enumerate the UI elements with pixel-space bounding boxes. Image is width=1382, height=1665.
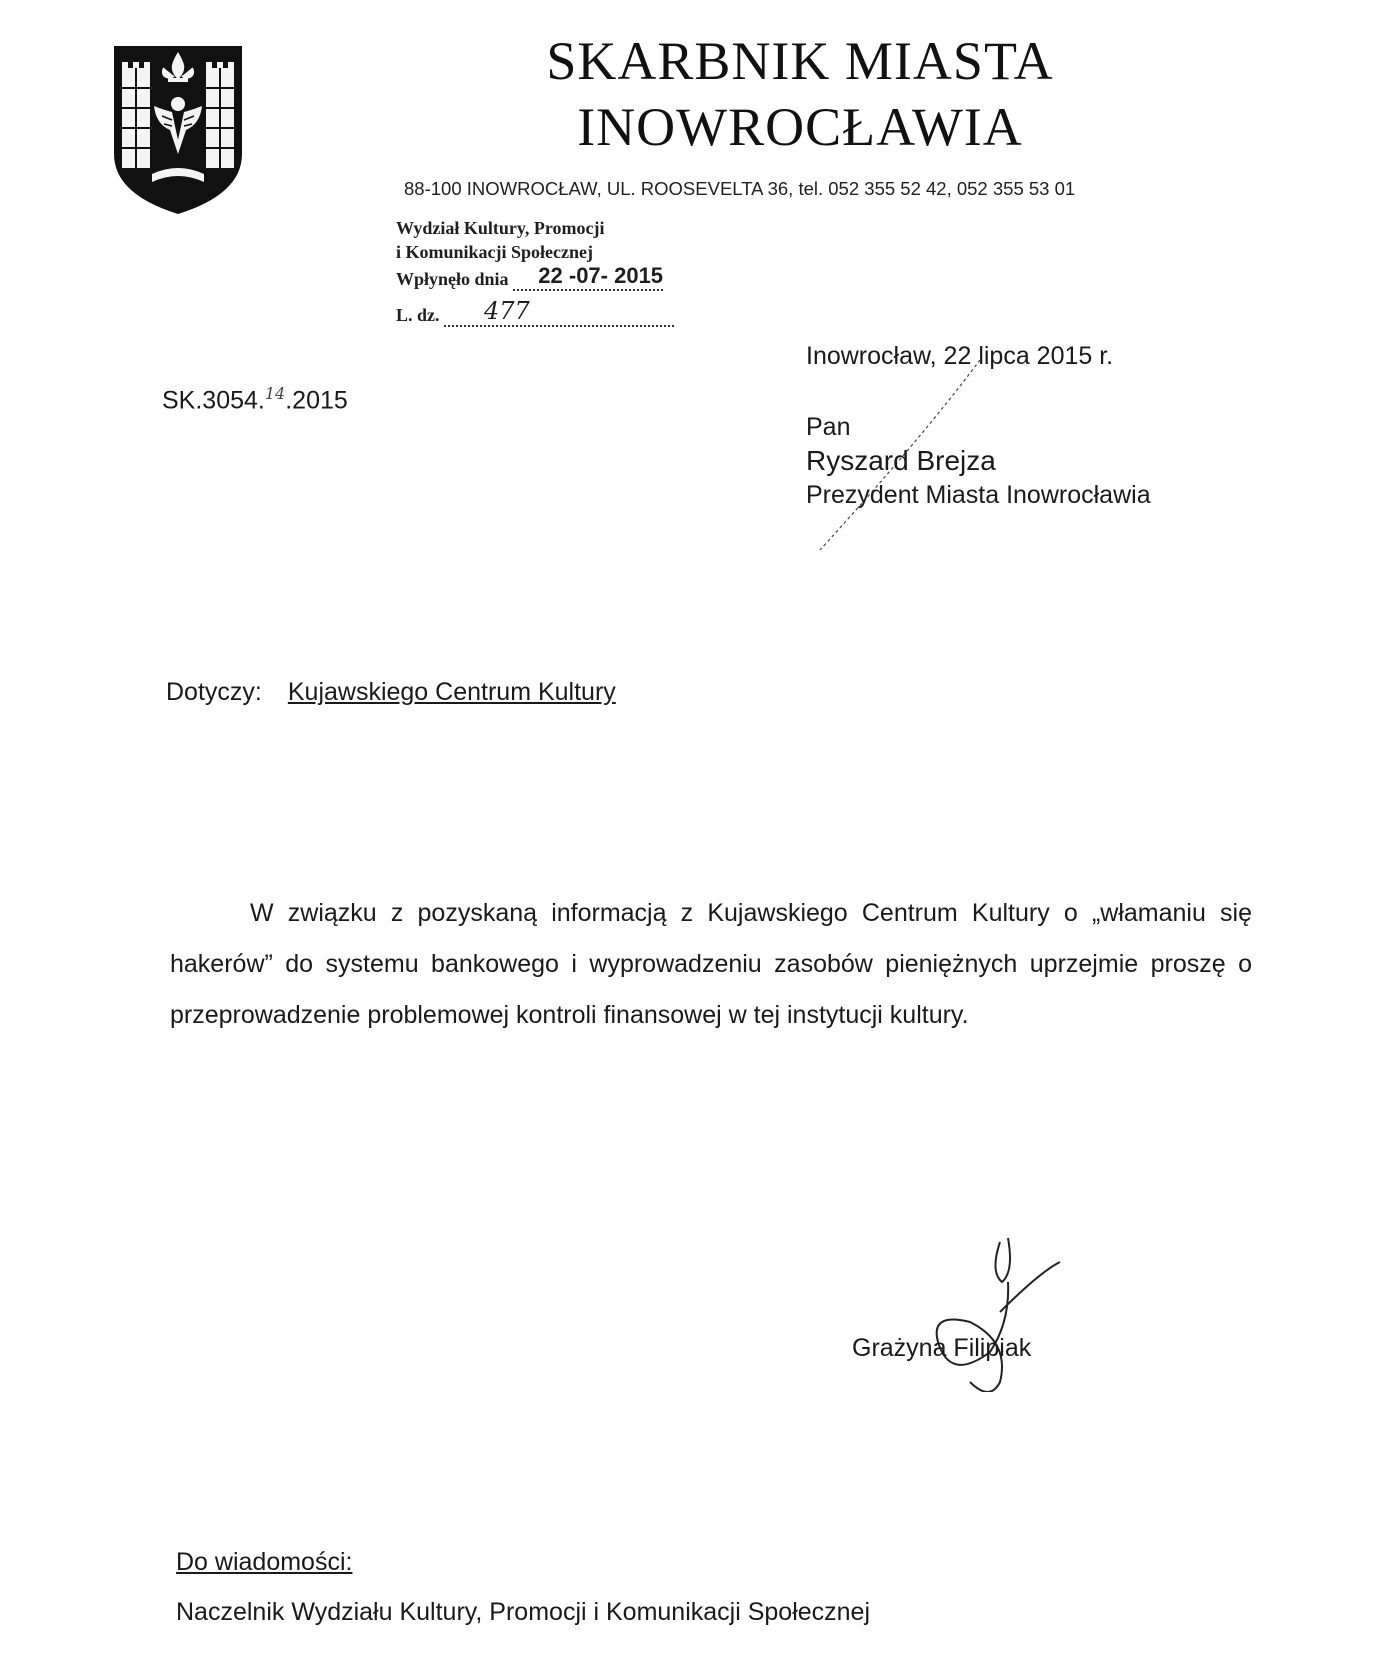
handwritten-signature (930, 1232, 1070, 1392)
recipient-salutation: Pan (806, 413, 851, 441)
stamp-line2: i Komunikacji Społecznej (396, 242, 593, 262)
cc-item: Naczelnik Wydziału Kultury, Promocji i Komunikacji Społecznej (176, 1598, 871, 1626)
recipient-position: Prezydent Miasta Inowrocławia (806, 481, 1151, 509)
signer-name: Grażyna Filipiak (852, 1334, 1032, 1362)
letterhead-title (450, 28, 1150, 160)
stamp-received-date: 22 -07- 2015 (538, 263, 664, 288)
coat-of-arms-logo (112, 44, 244, 216)
stamp-ref-row (396, 299, 674, 327)
reference-prefix: SK.3054. (162, 386, 265, 415)
letter-body (170, 888, 1252, 1041)
letterhead-title-line1: SKARBNIK MIASTA (546, 31, 1054, 91)
stamp-ref-value: 477 (484, 297, 530, 325)
stamp-ref-label: L. dz. (396, 305, 440, 325)
stamp-line1: Wydział Kultury, Promocji (396, 218, 605, 238)
recipient-name: Ryszard Brejza (806, 445, 996, 476)
letterhead-address: 88-100 INOWROCŁAW, UL. ROOSEVELTA 36, tel. 052 355 52 42, 052 355 53 01 (404, 178, 1076, 199)
received-stamp (396, 216, 674, 327)
reference-suffix: .2015 (285, 386, 348, 415)
subject-line (166, 678, 616, 707)
date-line: Inowrocław, 22 lipca 2015 r. (806, 342, 1114, 370)
letter-body-text: W związku z pozyskaną informacją z Kujawskiego Centrum Kultury o „włamaniu się hakerów” do systemu bankowego i wyprowadzeniu zasobów pieniężnych uprzejmie proszę o przeprowadzenie problemowej kontroli finansowej w tej instytucji kultury. (170, 899, 1252, 1029)
stamp-received-label: Wpłynęło dnia (396, 269, 509, 289)
subject-label: Dotyczy: (166, 678, 262, 706)
subject-value: Kujawskiego Centrum Kultury (287, 678, 616, 706)
letterhead-title-line2: INOWROCŁAWIA (577, 97, 1023, 157)
document-reference (162, 384, 348, 415)
stamp-received-row (396, 264, 674, 291)
cc-heading: Do wiadomości: (176, 1548, 353, 1576)
recipient-block (806, 410, 1151, 512)
reference-handwritten: 14 (264, 384, 286, 403)
